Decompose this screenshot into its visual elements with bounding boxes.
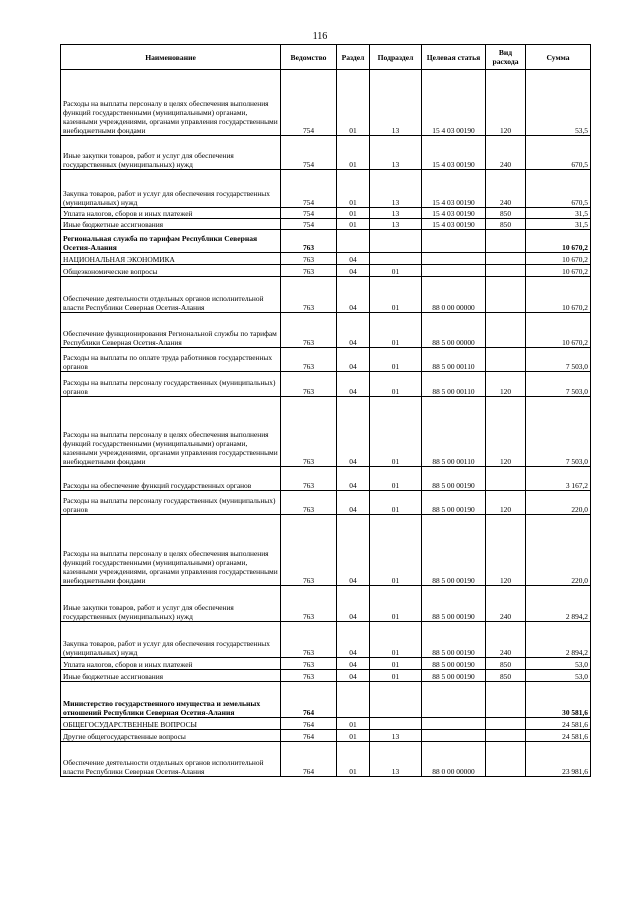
cell-name: Уплата налогов, сборов и иных платежей <box>61 208 281 219</box>
cell-summa: 53,0 <box>526 670 591 682</box>
cell-ved: 763 <box>281 658 337 670</box>
table-row <box>61 586 591 622</box>
cell-vid: 240 <box>486 170 526 208</box>
table-row <box>61 670 591 682</box>
cell-statya <box>422 682 486 718</box>
table-row <box>61 718 591 730</box>
cell-summa: 10 670,2 <box>526 265 591 277</box>
cell-podrazdel <box>370 253 422 265</box>
cell-vid <box>486 730 526 742</box>
cell-name: Иные закупки товаров, работ и услуг для обеспечения государственных (муниципальных) нужд <box>61 136 281 170</box>
cell-ved: 763 <box>281 277 337 313</box>
cell-podrazdel: 01 <box>370 265 422 277</box>
cell-summa: 53,5 <box>526 70 591 136</box>
cell-razdel: 04 <box>337 313 370 348</box>
cell-razdel: 04 <box>337 348 370 372</box>
cell-podrazdel <box>370 718 422 730</box>
cell-razdel: 04 <box>337 467 370 491</box>
cell-ved: 764 <box>281 718 337 730</box>
header-ved: Ведомство <box>281 45 337 70</box>
cell-statya <box>422 718 486 730</box>
cell-name: Другие общегосударственные вопросы <box>61 730 281 742</box>
cell-name: Региональная служба по тарифам Республики Северная Осетия-Алания <box>61 230 281 253</box>
cell-ved: 763 <box>281 372 337 397</box>
budget-table <box>60 44 591 777</box>
cell-name: Иные бюджетные ассигнования <box>61 219 281 230</box>
cell-razdel: 01 <box>337 70 370 136</box>
cell-name: Уплата налогов, сборов и иных платежей <box>61 658 281 670</box>
cell-ved: 763 <box>281 467 337 491</box>
cell-summa: 10 670,2 <box>526 277 591 313</box>
cell-ved: 764 <box>281 682 337 718</box>
cell-vid: 240 <box>486 136 526 170</box>
cell-summa: 7 503,0 <box>526 372 591 397</box>
cell-vid <box>486 313 526 348</box>
cell-statya: 88 5 00 00110 <box>422 397 486 467</box>
cell-podrazdel: 01 <box>370 397 422 467</box>
cell-name: Расходы на выплаты персоналу в целях обеспечения выполнения функций государственными (муниципальными) органами, казенными учреждениями, органами управления государственными внебюджетными фондами <box>61 515 281 586</box>
cell-razdel: 04 <box>337 265 370 277</box>
cell-podrazdel: 13 <box>370 70 422 136</box>
table-row <box>61 277 591 313</box>
table-row <box>61 265 591 277</box>
cell-name: Общеэкономические вопросы <box>61 265 281 277</box>
cell-statya: 88 5 00 00110 <box>422 348 486 372</box>
cell-summa: 670,5 <box>526 136 591 170</box>
cell-podrazdel: 01 <box>370 586 422 622</box>
cell-statya <box>422 230 486 253</box>
cell-name: НАЦИОНАЛЬНАЯ ЭКОНОМИКА <box>61 253 281 265</box>
cell-statya: 88 5 00 00190 <box>422 622 486 658</box>
cell-ved: 754 <box>281 208 337 219</box>
cell-summa: 31,5 <box>526 219 591 230</box>
cell-statya: 88 5 00 00000 <box>422 313 486 348</box>
cell-razdel <box>337 682 370 718</box>
cell-name: Расходы на выплаты персоналу в целях обеспечения выполнения функций государственными (муниципальными) органами, казенными учреждениями, органами управления государственными внебюджетными фондами <box>61 70 281 136</box>
cell-ved: 763 <box>281 348 337 372</box>
cell-summa: 24 581,6 <box>526 718 591 730</box>
cell-vid <box>486 742 526 777</box>
table-header-row <box>61 45 591 70</box>
table-row <box>61 372 591 397</box>
cell-ved: 764 <box>281 742 337 777</box>
cell-ved: 754 <box>281 136 337 170</box>
cell-razdel: 01 <box>337 718 370 730</box>
cell-name: Иные бюджетные ассигнования <box>61 670 281 682</box>
cell-razdel: 01 <box>337 742 370 777</box>
header-summa: Сумма <box>526 45 591 70</box>
cell-summa: 7 503,0 <box>526 348 591 372</box>
header-statya: Целевая статья <box>422 45 486 70</box>
cell-podrazdel: 13 <box>370 742 422 777</box>
cell-ved: 754 <box>281 70 337 136</box>
cell-razdel: 01 <box>337 208 370 219</box>
cell-razdel: 01 <box>337 219 370 230</box>
table-row <box>61 313 591 348</box>
cell-vid: 240 <box>486 586 526 622</box>
cell-summa: 31,5 <box>526 208 591 219</box>
table-row <box>61 208 591 219</box>
cell-vid: 120 <box>486 372 526 397</box>
table-row <box>61 136 591 170</box>
cell-statya: 88 5 00 00190 <box>422 467 486 491</box>
cell-summa: 2 894,2 <box>526 586 591 622</box>
cell-summa: 53,0 <box>526 658 591 670</box>
cell-ved: 754 <box>281 170 337 208</box>
cell-podrazdel: 01 <box>370 467 422 491</box>
cell-vid <box>486 277 526 313</box>
cell-ved: 763 <box>281 622 337 658</box>
cell-podrazdel: 01 <box>370 348 422 372</box>
cell-statya: 88 0 00 00000 <box>422 277 486 313</box>
cell-ved: 763 <box>281 265 337 277</box>
table-row <box>61 742 591 777</box>
cell-statya: 88 5 00 00190 <box>422 586 486 622</box>
cell-vid <box>486 348 526 372</box>
cell-podrazdel: 13 <box>370 170 422 208</box>
cell-statya: 88 5 00 00190 <box>422 515 486 586</box>
cell-podrazdel: 01 <box>370 622 422 658</box>
cell-statya: 88 5 00 00110 <box>422 372 486 397</box>
cell-name: Расходы на выплаты по оплате труда работников государственных органов <box>61 348 281 372</box>
cell-ved: 764 <box>281 730 337 742</box>
cell-statya: 15 4 03 00190 <box>422 136 486 170</box>
table-row <box>61 730 591 742</box>
cell-name: Расходы на выплаты персоналу в целях обеспечения выполнения функций государственными (муниципальными) органами, казенными учреждениями, органами управления государственными внебюджетными фондами <box>61 397 281 467</box>
cell-vid: 120 <box>486 515 526 586</box>
cell-statya: 88 5 00 00190 <box>422 491 486 515</box>
cell-ved: 763 <box>281 515 337 586</box>
header-razdel: Раздел <box>337 45 370 70</box>
cell-summa: 10 670,2 <box>526 230 591 253</box>
cell-name: Закупка товаров, работ и услуг для обеспечения государственных (муниципальных) нужд <box>61 622 281 658</box>
cell-vid: 850 <box>486 658 526 670</box>
cell-podrazdel: 01 <box>370 491 422 515</box>
cell-razdel: 04 <box>337 622 370 658</box>
cell-podrazdel: 13 <box>370 136 422 170</box>
table-row <box>61 70 591 136</box>
cell-vid: 240 <box>486 622 526 658</box>
table-row <box>61 397 591 467</box>
cell-podrazdel: 13 <box>370 208 422 219</box>
cell-podrazdel: 01 <box>370 277 422 313</box>
header-vid: Вид расхода <box>486 45 526 70</box>
table-row <box>61 348 591 372</box>
table-row <box>61 219 591 230</box>
cell-statya: 15 4 03 00190 <box>422 70 486 136</box>
cell-razdel: 04 <box>337 397 370 467</box>
cell-ved: 763 <box>281 230 337 253</box>
cell-summa: 24 581,6 <box>526 730 591 742</box>
cell-vid <box>486 682 526 718</box>
cell-vid <box>486 467 526 491</box>
cell-summa: 670,5 <box>526 170 591 208</box>
cell-statya <box>422 253 486 265</box>
cell-vid: 120 <box>486 397 526 467</box>
table-row <box>61 682 591 718</box>
table-row <box>61 230 591 253</box>
table-row <box>61 170 591 208</box>
cell-razdel: 01 <box>337 170 370 208</box>
cell-razdel <box>337 230 370 253</box>
cell-ved: 754 <box>281 219 337 230</box>
cell-statya: 15 4 03 00190 <box>422 170 486 208</box>
cell-vid: 850 <box>486 208 526 219</box>
cell-razdel: 01 <box>337 730 370 742</box>
cell-summa: 30 581,6 <box>526 682 591 718</box>
cell-statya <box>422 730 486 742</box>
cell-name: Обеспечение деятельности отдельных органов исполнительной власти Республики Северная Осетия-Алания <box>61 742 281 777</box>
cell-summa: 10 670,2 <box>526 313 591 348</box>
table-body <box>61 70 591 777</box>
cell-vid: 850 <box>486 219 526 230</box>
cell-statya: 15 4 03 00190 <box>422 208 486 219</box>
cell-podrazdel: 01 <box>370 670 422 682</box>
cell-statya: 88 5 00 00190 <box>422 670 486 682</box>
cell-ved: 763 <box>281 670 337 682</box>
cell-name: Расходы на выплаты персоналу государственных (муниципальных) органов <box>61 372 281 397</box>
cell-podrazdel: 01 <box>370 658 422 670</box>
cell-razdel: 04 <box>337 253 370 265</box>
table-row <box>61 491 591 515</box>
cell-ved: 763 <box>281 313 337 348</box>
table-row <box>61 467 591 491</box>
cell-ved: 763 <box>281 586 337 622</box>
cell-podrazdel: 01 <box>370 372 422 397</box>
cell-name: Расходы на обеспечение функций государственных органов <box>61 467 281 491</box>
cell-summa: 220,0 <box>526 491 591 515</box>
cell-razdel: 04 <box>337 515 370 586</box>
cell-podrazdel <box>370 230 422 253</box>
cell-name: Закупка товаров, работ и услуг для обеспечения государственных (муниципальных) нужд <box>61 170 281 208</box>
cell-name: Иные закупки товаров, работ и услуг для обеспечения государственных (муниципальных) нужд <box>61 586 281 622</box>
cell-name: Обеспечение функционирования Региональной службы по тарифам Республики Северная Осетия-Алания <box>61 313 281 348</box>
table-row <box>61 515 591 586</box>
cell-vid <box>486 230 526 253</box>
cell-vid: 120 <box>486 491 526 515</box>
cell-statya: 15 4 03 00190 <box>422 219 486 230</box>
cell-podrazdel: 13 <box>370 219 422 230</box>
cell-razdel: 04 <box>337 491 370 515</box>
cell-summa: 3 167,2 <box>526 467 591 491</box>
cell-razdel: 04 <box>337 670 370 682</box>
cell-name: Министерство государственного имущества и земельных отношений Республики Северная Осетия-Алания <box>61 682 281 718</box>
cell-vid: 850 <box>486 670 526 682</box>
cell-vid: 120 <box>486 70 526 136</box>
cell-name: Расходы на выплаты персоналу государственных (муниципальных) органов <box>61 491 281 515</box>
cell-razdel: 04 <box>337 277 370 313</box>
cell-summa: 23 981,6 <box>526 742 591 777</box>
cell-podrazdel <box>370 682 422 718</box>
cell-vid <box>486 265 526 277</box>
cell-podrazdel: 01 <box>370 515 422 586</box>
cell-vid <box>486 253 526 265</box>
cell-name: ОБЩЕГОСУДАРСТВЕННЫЕ ВОПРОСЫ <box>61 718 281 730</box>
cell-ved: 763 <box>281 397 337 467</box>
cell-summa: 220,0 <box>526 515 591 586</box>
page-number: 116 <box>312 31 328 42</box>
cell-podrazdel: 13 <box>370 730 422 742</box>
table-row <box>61 253 591 265</box>
header-podrazdel: Подраздел <box>370 45 422 70</box>
cell-statya <box>422 265 486 277</box>
cell-razdel: 01 <box>337 136 370 170</box>
cell-razdel: 04 <box>337 372 370 397</box>
cell-statya: 88 5 00 00190 <box>422 658 486 670</box>
cell-statya: 88 0 00 00000 <box>422 742 486 777</box>
table-row <box>61 622 591 658</box>
cell-razdel: 04 <box>337 658 370 670</box>
cell-ved: 763 <box>281 491 337 515</box>
cell-name: Обеспечение деятельности отдельных органов исполнительной власти Республики Северная Осетия-Алания <box>61 277 281 313</box>
cell-summa: 2 894,2 <box>526 622 591 658</box>
cell-podrazdel: 01 <box>370 313 422 348</box>
cell-vid <box>486 718 526 730</box>
cell-summa: 7 503,0 <box>526 397 591 467</box>
cell-summa: 10 670,2 <box>526 253 591 265</box>
header-name: Наименование <box>61 45 281 70</box>
table-row <box>61 658 591 670</box>
cell-ved: 763 <box>281 253 337 265</box>
cell-razdel: 04 <box>337 586 370 622</box>
